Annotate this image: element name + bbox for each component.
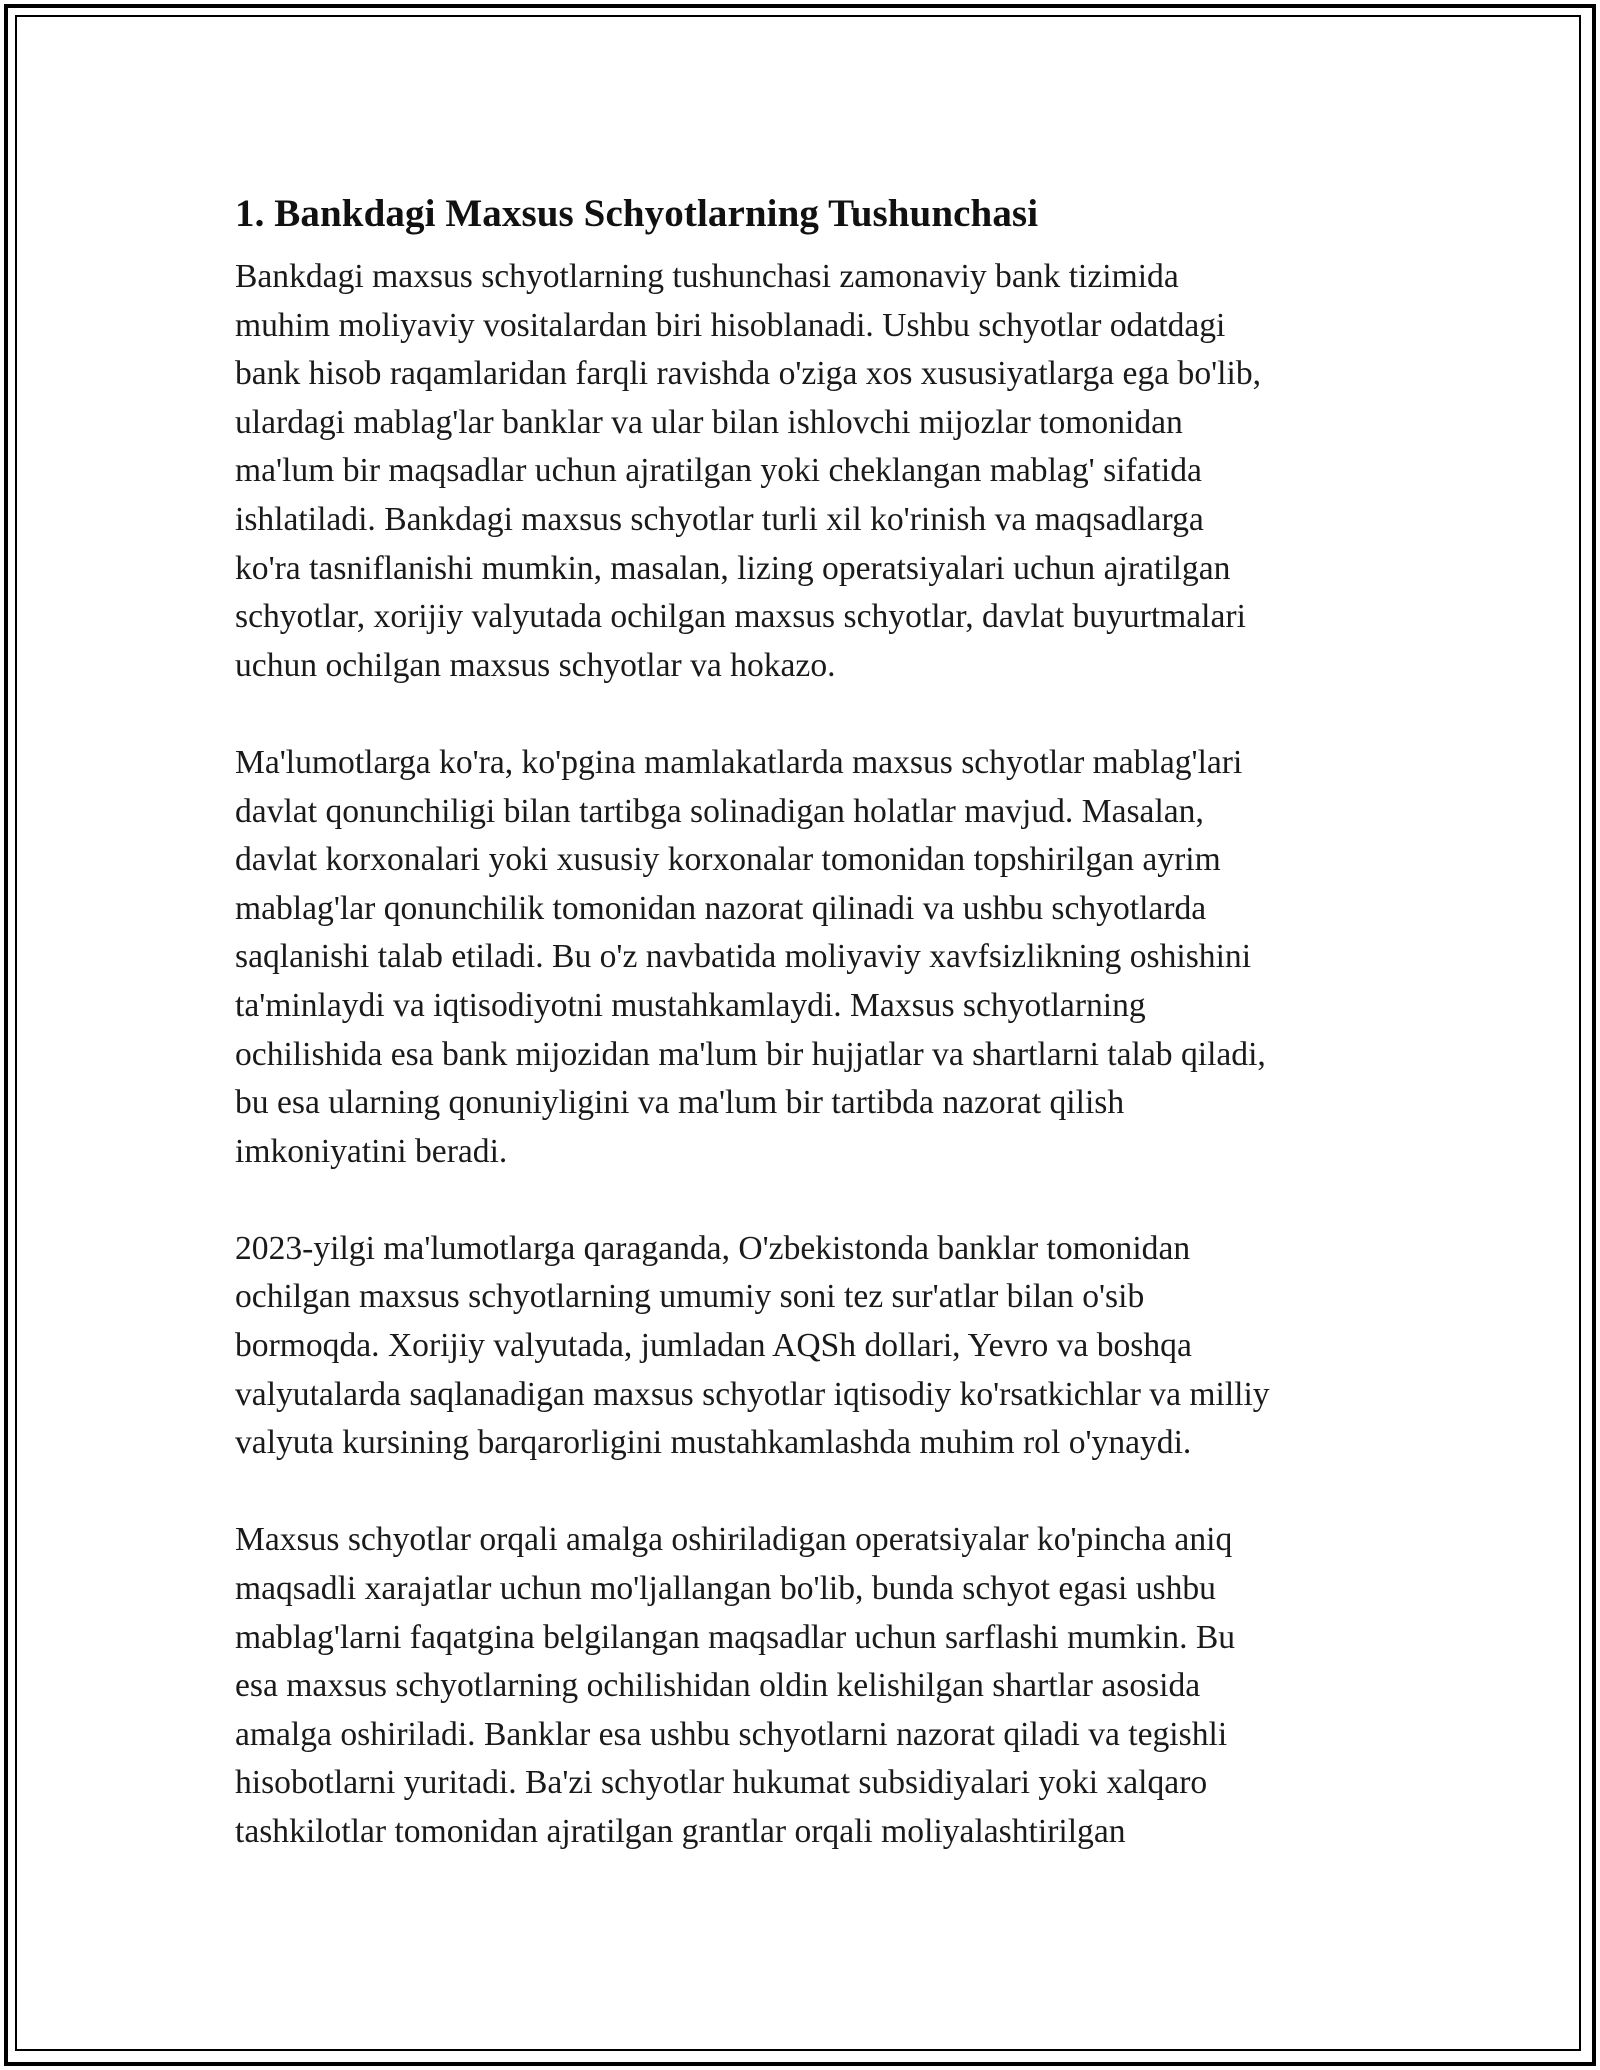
paragraph-line: mablag'lar qonunchilik tomonidan nazorat qilinadi va ushbu schyotlarda: [235, 889, 1207, 927]
paragraph-line: Bankdagi maxsus schyotlarning tushunchasi zamonaviy bank tizimida: [235, 258, 1179, 295]
paragraph-line: amalga oshiriladi. Banklar esa ushbu schyotlarni nazorat qiladi va tegishli: [235, 1715, 1228, 1753]
paragraph-line: ulardagi mablag'lar banklar va ular bilan ishlovchi mijozlar tomonidan: [235, 403, 1183, 441]
paragraph-4: [235, 1516, 1375, 1856]
paragraph-2: [235, 739, 1375, 1176]
paragraph-line: ma'lum bir maqsadlar uchun ajratilgan yoki cheklangan mablag' sifatida: [235, 452, 1202, 490]
paragraph-3: [235, 1225, 1375, 1468]
paragraph-line: ochilishida esa bank mijozidan ma'lum bir hujjatlar va shartlarni talab qiladi,: [235, 1035, 1266, 1073]
paragraph-line: tashkilotlar tomonidan ajratilgan grantlar orqali moliyalashtirilgan: [235, 1813, 1126, 1850]
paragraph-line: bu esa ularning qonuniyligini va ma'lum bir tartibda nazorat qilish: [235, 1084, 1125, 1122]
paragraph-line: bank hisob raqamlaridan farqli ravishda o'ziga xos xususiyatlarga ega bo'lib,: [235, 355, 1262, 393]
paragraph-1: [235, 253, 1375, 690]
section-heading: 1. Bankdagi Maxsus Schyotlarning Tushunchasi: [235, 192, 1039, 235]
paragraph-line: imkoniyatini beradi.: [235, 1132, 508, 1170]
paragraph-line: ishlatiladi. Bankdagi maxsus schyotlar turli xil ko'rinish va maqsadlarga: [235, 500, 1204, 538]
paragraph-line: muhim moliyaviy vositalardan biri hisoblanadi. Ushbu schyotlar odatdagi: [235, 306, 1226, 344]
paragraph-line: ta'minlaydi va iqtisodiyotni mustahkamlaydi. Maxsus schyotlarning: [235, 986, 1146, 1024]
paragraph-line: esa maxsus schyotlarning ochilishidan oldin kelishilgan shartlar asosida: [235, 1667, 1201, 1705]
paragraph-line: uchun ochilgan maxsus schyotlar va hokazo.: [235, 646, 836, 684]
paragraph-line: davlat korxonalari yoki xususiy korxonalar tomonidan topshirilgan ayrim: [235, 841, 1221, 879]
paragraph-line: valyuta kursining barqarorligini mustahkamlashda muhim rol o'ynaydi.: [235, 1424, 1192, 1462]
paragraph-line: schyotlar, xorijiy valyutada ochilgan maxsus schyotlar, davlat buyurtmalari: [235, 598, 1246, 636]
paragraph-line: valyutalarda saqlanadigan maxsus schyotlar iqtisodiy ko'rsatkichlar va milliy: [235, 1375, 1270, 1413]
paragraph-line: ochilgan maxsus schyotlarning umumiy soni tez sur'atlar bilan o'sib: [235, 1278, 1145, 1316]
paragraph-line: bormoqda. Xorijiy valyutada, jumladan AQSh dollari, Yevro va boshqa: [235, 1327, 1192, 1365]
paragraph-line: maqsadli xarajatlar uchun mo'ljallangan bo'lib, bunda schyot egasi ushbu: [235, 1570, 1216, 1608]
paragraph-line: 2023-yilgi ma'lumotlarga qaraganda, O'zbekistonda banklar tomonidan: [235, 1229, 1191, 1267]
paragraph-line: Ma'lumotlarga ko'ra, ko'pgina mamlakatlarda maxsus schyotlar mablag'lari: [235, 743, 1243, 781]
paragraph-line: Maxsus schyotlar orqali amalga oshiriladigan operatsiyalar ko'pincha aniq: [235, 1521, 1233, 1559]
paragraph-line: hisobotlarni yuritadi. Ba'zi schyotlar hukumat subsidiyalari yoki xalqaro: [235, 1764, 1208, 1802]
document-body: [235, 183, 1375, 1857]
paragraph-line: ko'ra tasniflanishi mumkin, masalan, lizing operatsiyalari uchun ajratilgan: [235, 549, 1231, 587]
paragraph-line: saqlanishi talab etiladi. Bu o'z navbatida moliyaviy xavfsizlikning oshishini: [235, 938, 1252, 976]
paragraph-line: davlat qonunchiligi bilan tartibga solinadigan holatlar mavjud. Masalan,: [235, 792, 1204, 830]
paragraph-line: mablag'larni faqatgina belgilangan maqsadlar uchun sarflashi mumkin. Bu: [235, 1618, 1236, 1656]
